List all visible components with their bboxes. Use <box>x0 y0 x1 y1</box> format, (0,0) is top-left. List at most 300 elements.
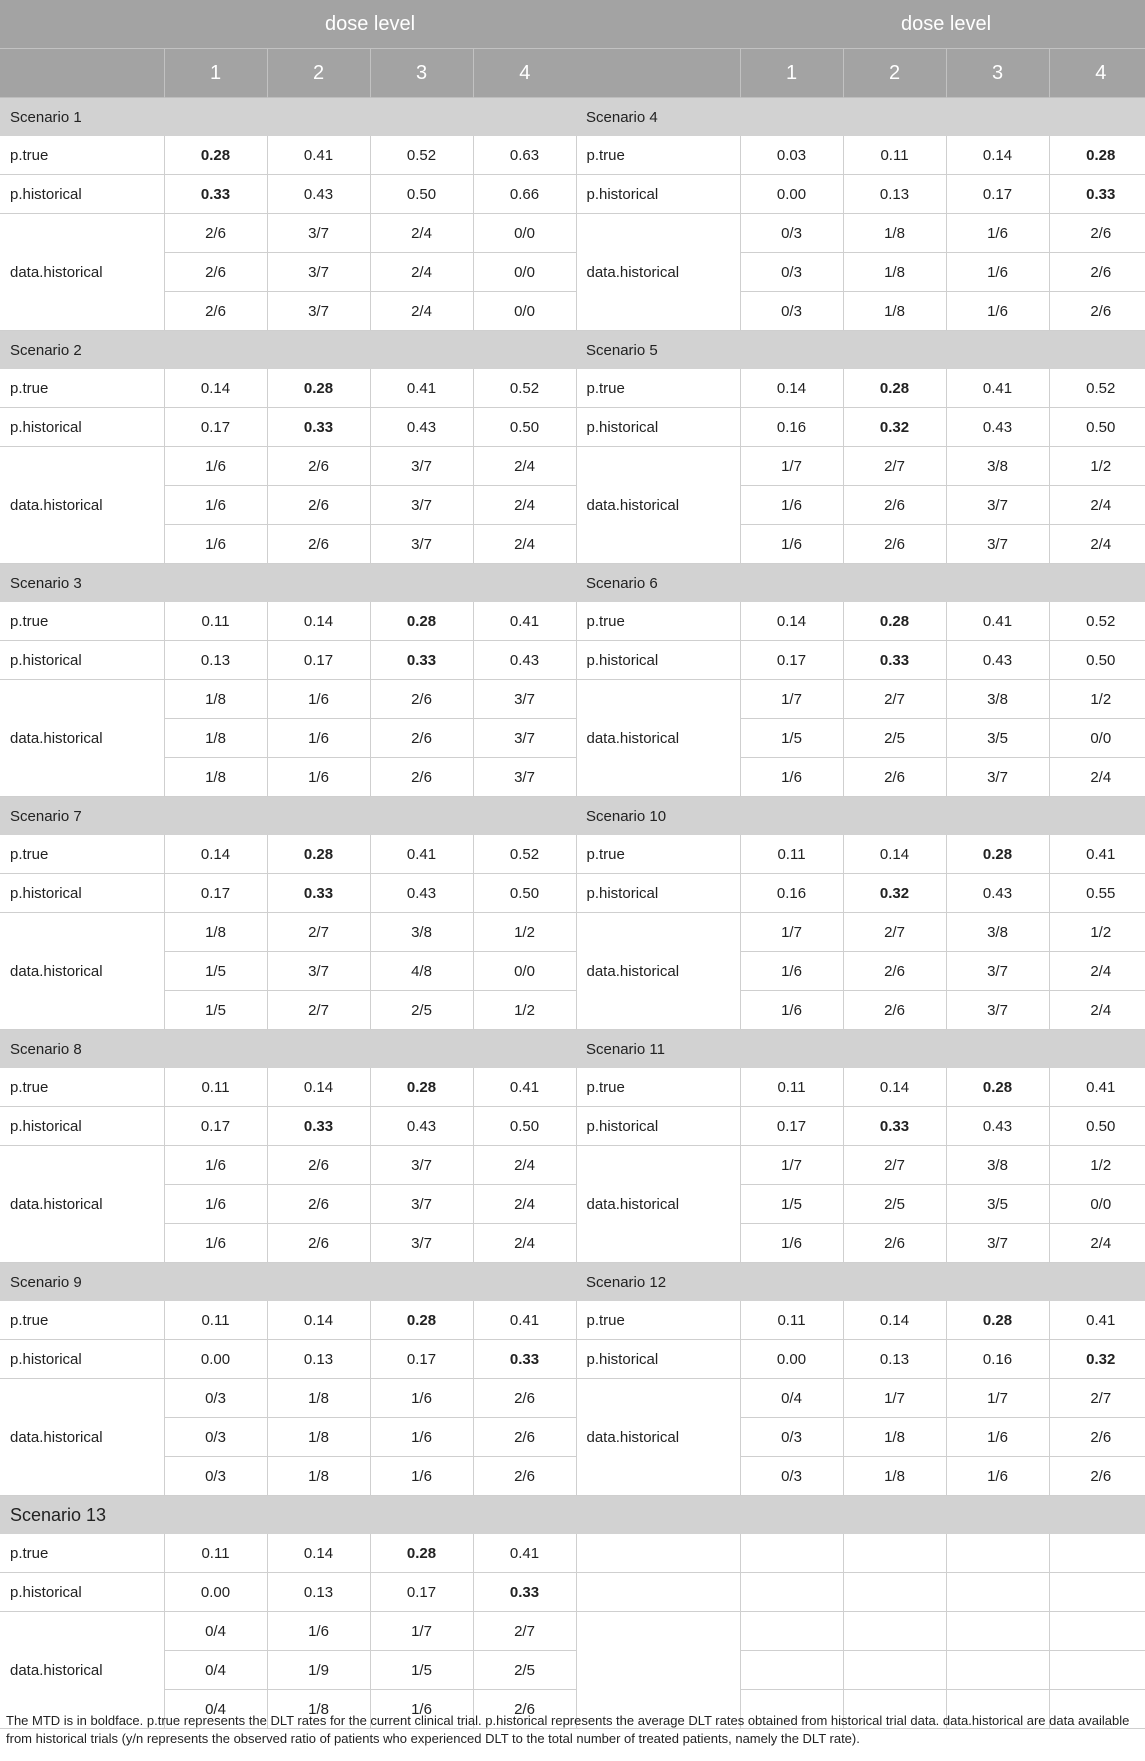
data-historical-value-right: 2/6 <box>843 486 946 525</box>
data-historical-value-right: 2/4 <box>1049 952 1145 991</box>
p-historical-value-right: 0.00 <box>740 1340 843 1379</box>
p-historical-label-left: p.historical <box>0 1340 164 1379</box>
p-true-value-right: 0.11 <box>740 835 843 874</box>
data-historical-value-right: 0/3 <box>740 253 843 292</box>
p-historical-value-left: 0.33 <box>267 1107 370 1146</box>
header-blank-right <box>576 0 740 49</box>
data-historical-value-left: 1/5 <box>164 991 267 1030</box>
p-historical-value-left: 0.17 <box>164 408 267 447</box>
data-historical-value-left: 1/8 <box>267 1457 370 1496</box>
p-true-value-left: 0.41 <box>370 835 473 874</box>
p-true-value-left: 0.14 <box>164 835 267 874</box>
p-historical-value-left: 0.33 <box>473 1573 576 1612</box>
p-historical-value-left: 0.17 <box>164 1107 267 1146</box>
p-true-value-right: 0.11 <box>740 1301 843 1340</box>
data-historical-label-right: data.historical <box>576 913 740 1030</box>
scenario-title-right: Scenario 11 <box>576 1030 1145 1069</box>
p-true-value-left: 0.14 <box>164 369 267 408</box>
data-historical-value-left: 1/8 <box>164 758 267 797</box>
p-true-value-left: 0.11 <box>164 1534 267 1573</box>
p-true-label-right <box>576 1534 740 1573</box>
data-historical-value-right: 2/4 <box>1049 758 1145 797</box>
p-historical-row <box>0 408 1145 447</box>
scenario-title-row <box>0 1263 1145 1302</box>
p-historical-label-left: p.historical <box>0 641 164 680</box>
data-historical-row <box>0 680 1145 719</box>
p-historical-value-left: 0.13 <box>267 1340 370 1379</box>
data-historical-value-right: 2/6 <box>843 758 946 797</box>
data-historical-row <box>0 1651 1145 1690</box>
data-historical-value-left: 1/8 <box>164 913 267 952</box>
data-historical-label-right: data.historical <box>576 680 740 797</box>
data-historical-row <box>0 1379 1145 1418</box>
p-historical-value-right: 0.33 <box>843 1107 946 1146</box>
p-true-value-right: 0.28 <box>843 602 946 641</box>
data-historical-row <box>0 253 1145 292</box>
dose-number-left-1: 1 <box>164 49 267 98</box>
data-historical-value-left: 2/6 <box>267 447 370 486</box>
data-historical-value-right: 1/7 <box>740 447 843 486</box>
data-historical-value-right: 3/7 <box>946 525 1049 564</box>
p-true-value-right: 0.14 <box>843 1068 946 1107</box>
p-true-value-right <box>1049 1534 1145 1573</box>
header-blank-left-2 <box>0 49 164 98</box>
p-true-value-left: 0.28 <box>164 136 267 175</box>
p-historical-row <box>0 641 1145 680</box>
p-historical-label-right: p.historical <box>576 1340 740 1379</box>
data-historical-value-right: 2/6 <box>1049 1418 1145 1457</box>
dose-number-right-2: 2 <box>843 49 946 98</box>
p-true-label-left: p.true <box>0 369 164 408</box>
data-historical-value-right: 3/8 <box>946 1146 1049 1185</box>
data-historical-value-right <box>740 1651 843 1690</box>
p-true-value-right: 0.41 <box>1049 1068 1145 1107</box>
p-true-label-left: p.true <box>0 1068 164 1107</box>
p-historical-value-left: 0.50 <box>473 408 576 447</box>
scenario-title-row <box>0 98 1145 137</box>
dose-number-left-3: 3 <box>370 49 473 98</box>
p-historical-value-right: 0.16 <box>946 1340 1049 1379</box>
p-true-row <box>0 1068 1145 1107</box>
p-historical-value-right: 0.43 <box>946 1107 1049 1146</box>
data-historical-label-left: data.historical <box>0 214 164 331</box>
data-historical-row <box>0 1418 1145 1457</box>
p-historical-value-left: 0.13 <box>267 1573 370 1612</box>
p-historical-value-left: 0.43 <box>473 641 576 680</box>
data-historical-value-left: 3/7 <box>370 1224 473 1263</box>
data-historical-value-left: 2/6 <box>267 525 370 564</box>
dose-number-left-2: 2 <box>267 49 370 98</box>
scenario-title-row <box>0 1496 1145 1535</box>
data-historical-value-left: 1/5 <box>370 1651 473 1690</box>
data-historical-row <box>0 214 1145 253</box>
dose-number-left-4: 4 <box>473 49 576 98</box>
data-historical-row <box>0 447 1145 486</box>
data-historical-row <box>0 1457 1145 1496</box>
p-historical-value-left: 0.43 <box>267 175 370 214</box>
p-true-value-right: 0.03 <box>740 136 843 175</box>
data-historical-value-left: 1/2 <box>473 913 576 952</box>
p-true-value-right: 0.14 <box>843 1301 946 1340</box>
p-historical-value-left: 0.50 <box>473 874 576 913</box>
data-historical-value-right: 2/6 <box>843 952 946 991</box>
data-historical-value-left: 2/6 <box>267 486 370 525</box>
p-true-label-left: p.true <box>0 1301 164 1340</box>
data-historical-value-right: 2/4 <box>1049 1224 1145 1263</box>
p-true-value-right: 0.28 <box>946 835 1049 874</box>
data-historical-value-left: 1/6 <box>164 486 267 525</box>
p-historical-value-right: 0.50 <box>1049 641 1145 680</box>
scenario-title-right: Scenario 5 <box>576 331 1145 370</box>
p-true-row <box>0 1534 1145 1573</box>
data-historical-row <box>0 486 1145 525</box>
scenario-title-row <box>0 331 1145 370</box>
data-historical-value-left: 1/7 <box>370 1612 473 1651</box>
data-historical-row <box>0 292 1145 331</box>
p-true-label-left: p.true <box>0 1534 164 1573</box>
p-true-label-right: p.true <box>576 1301 740 1340</box>
table-footnote: The MTD is in boldface. p.true represents the DLT rates for the current clinical trial. p.historical represents the average DLT rates obtained from historical trial data. data.historical are data available from historical trials (y/n represents the observed ratio of patients who experienced DLT to the total number of treated patients, namely the DLT rate). <box>6 1713 1130 1746</box>
p-true-label-right: p.true <box>576 369 740 408</box>
data-historical-value-left: 1/6 <box>267 758 370 797</box>
data-historical-value-left: 3/7 <box>267 214 370 253</box>
p-historical-label-right: p.historical <box>576 408 740 447</box>
scenario-title-left: Scenario 8 <box>0 1030 576 1069</box>
data-historical-value-right: 1/2 <box>1049 680 1145 719</box>
p-historical-value-right <box>946 1573 1049 1612</box>
table-body <box>0 98 1145 1729</box>
p-historical-value-right: 0.50 <box>1049 1107 1145 1146</box>
data-historical-value-right <box>843 1651 946 1690</box>
p-historical-label-right: p.historical <box>576 175 740 214</box>
p-true-value-left: 0.28 <box>370 602 473 641</box>
data-historical-label-left: data.historical <box>0 447 164 564</box>
data-historical-value-right: 3/7 <box>946 991 1049 1030</box>
data-historical-value-right: 2/7 <box>843 1146 946 1185</box>
p-historical-value-left: 0.33 <box>473 1340 576 1379</box>
data-historical-value-right: 2/6 <box>843 525 946 564</box>
data-historical-label-right: data.historical <box>576 1379 740 1496</box>
data-historical-row <box>0 758 1145 797</box>
data-historical-label-left: data.historical <box>0 1379 164 1496</box>
data-historical-value-right: 1/6 <box>946 214 1049 253</box>
p-true-value-right: 0.11 <box>740 1068 843 1107</box>
data-historical-value-right: 1/6 <box>740 486 843 525</box>
data-historical-value-right <box>1049 1651 1145 1690</box>
data-historical-value-left: 2/4 <box>473 525 576 564</box>
p-true-value-left: 0.41 <box>473 1301 576 1340</box>
data-historical-value-left: 1/8 <box>267 1418 370 1457</box>
data-historical-value-left: 2/6 <box>267 1185 370 1224</box>
data-historical-label-right <box>576 1612 740 1729</box>
p-historical-value-left: 0.43 <box>370 874 473 913</box>
p-historical-row <box>0 1340 1145 1379</box>
scenario-title-left: Scenario 1 <box>0 98 576 137</box>
p-historical-value-left: 0.17 <box>370 1573 473 1612</box>
data-historical-value-right: 1/7 <box>740 680 843 719</box>
data-historical-value-right: 1/7 <box>740 1146 843 1185</box>
data-historical-value-left: 1/2 <box>473 991 576 1030</box>
data-historical-value-right: 2/6 <box>843 1224 946 1263</box>
data-historical-value-right: 1/7 <box>843 1379 946 1418</box>
dose-number-right-1: 1 <box>740 49 843 98</box>
p-historical-value-right: 0.32 <box>843 408 946 447</box>
p-true-row <box>0 1301 1145 1340</box>
p-historical-value-right: 0.16 <box>740 874 843 913</box>
p-historical-value-right: 0.43 <box>946 874 1049 913</box>
p-historical-value-right: 0.32 <box>1049 1340 1145 1379</box>
data-historical-value-left: 1/8 <box>267 1379 370 1418</box>
data-historical-value-right: 0/3 <box>740 1418 843 1457</box>
scenario-title-right <box>576 1496 1145 1535</box>
data-historical-value-right: 2/7 <box>1049 1379 1145 1418</box>
p-historical-value-left: 0.17 <box>267 641 370 680</box>
p-historical-value-left: 0.43 <box>370 408 473 447</box>
data-historical-value-left: 0/3 <box>164 1379 267 1418</box>
scenario-title-left: Scenario 7 <box>0 797 576 836</box>
dose-number-right-3: 3 <box>946 49 1049 98</box>
data-historical-row <box>0 991 1145 1030</box>
data-historical-value-right: 2/6 <box>1049 253 1145 292</box>
data-historical-row <box>0 1612 1145 1651</box>
p-true-value-left: 0.11 <box>164 1068 267 1107</box>
p-true-value-left: 0.41 <box>267 136 370 175</box>
dose-number-right-4: 4 <box>1049 49 1145 98</box>
p-true-row <box>0 369 1145 408</box>
p-historical-value-right: 0.16 <box>740 408 843 447</box>
data-historical-value-left: 1/6 <box>164 525 267 564</box>
p-true-label-right: p.true <box>576 835 740 874</box>
p-historical-value-right: 0.13 <box>843 1340 946 1379</box>
data-historical-value-left: 1/6 <box>370 1418 473 1457</box>
data-historical-value-left: 2/7 <box>267 913 370 952</box>
p-true-value-right: 0.28 <box>946 1068 1049 1107</box>
p-true-value-right: 0.41 <box>946 369 1049 408</box>
p-historical-row <box>0 175 1145 214</box>
data-historical-value-left: 2/4 <box>473 1146 576 1185</box>
data-historical-value-left: 2/6 <box>473 1379 576 1418</box>
data-historical-value-left: 1/8 <box>267 1690 370 1729</box>
p-true-value-right <box>740 1534 843 1573</box>
p-true-value-right: 0.41 <box>1049 835 1145 874</box>
p-historical-label-left: p.historical <box>0 175 164 214</box>
p-historical-label-left: p.historical <box>0 1107 164 1146</box>
data-historical-value-right: 1/6 <box>946 292 1049 331</box>
p-true-label-right: p.true <box>576 1068 740 1107</box>
data-historical-value-left: 2/4 <box>370 214 473 253</box>
data-historical-value-right: 0/3 <box>740 292 843 331</box>
p-historical-value-right <box>1049 1573 1145 1612</box>
p-true-value-right: 0.14 <box>843 835 946 874</box>
data-historical-value-right: 1/5 <box>740 1185 843 1224</box>
data-historical-value-left: 0/4 <box>164 1651 267 1690</box>
data-historical-row <box>0 719 1145 758</box>
data-historical-value-right: 1/7 <box>946 1379 1049 1418</box>
data-historical-value-right: 3/7 <box>946 952 1049 991</box>
data-historical-label-right: data.historical <box>576 1146 740 1263</box>
p-historical-value-right: 0.17 <box>946 175 1049 214</box>
p-true-row <box>0 136 1145 175</box>
data-historical-value-left: 1/6 <box>267 680 370 719</box>
data-historical-value-right: 1/2 <box>1049 1146 1145 1185</box>
p-true-value-left: 0.11 <box>164 602 267 641</box>
p-true-value-right: 0.11 <box>843 136 946 175</box>
p-historical-label-right: p.historical <box>576 1107 740 1146</box>
p-historical-value-right: 0.33 <box>843 641 946 680</box>
p-historical-value-left: 0.50 <box>370 175 473 214</box>
scenario-title-right: Scenario 10 <box>576 797 1145 836</box>
data-historical-label-left: data.historical <box>0 680 164 797</box>
p-true-value-right: 0.52 <box>1049 369 1145 408</box>
data-historical-value-left: 0/0 <box>473 292 576 331</box>
header-row-dose-numbers <box>0 49 1145 98</box>
data-historical-value-left: 3/7 <box>473 719 576 758</box>
data-historical-value-right: 3/7 <box>946 486 1049 525</box>
data-historical-value-right <box>946 1651 1049 1690</box>
data-historical-value-right: 2/4 <box>1049 486 1145 525</box>
data-historical-value-right: 2/4 <box>1049 991 1145 1030</box>
data-historical-value-right: 3/8 <box>946 447 1049 486</box>
data-historical-value-right: 1/8 <box>843 214 946 253</box>
p-true-value-right: 0.52 <box>1049 602 1145 641</box>
p-true-value-left: 0.41 <box>473 1534 576 1573</box>
data-historical-value-left: 1/5 <box>164 952 267 991</box>
data-historical-value-left: 3/7 <box>370 1146 473 1185</box>
data-historical-value-right: 1/6 <box>946 253 1049 292</box>
data-historical-value-left: 0/0 <box>473 253 576 292</box>
p-true-value-left: 0.14 <box>267 1301 370 1340</box>
data-historical-value-right: 1/8 <box>843 253 946 292</box>
p-true-value-left: 0.41 <box>473 1068 576 1107</box>
p-true-value-left: 0.14 <box>267 602 370 641</box>
data-historical-value-right: 3/8 <box>946 680 1049 719</box>
p-historical-value-right: 0.17 <box>740 641 843 680</box>
data-historical-value-left: 2/6 <box>370 758 473 797</box>
p-historical-value-right: 0.43 <box>946 408 1049 447</box>
p-historical-value-left: 0.50 <box>473 1107 576 1146</box>
dose-level-left-header: dose level <box>164 0 576 49</box>
data-historical-value-left: 3/7 <box>473 680 576 719</box>
data-historical-value-right: 3/8 <box>946 913 1049 952</box>
p-true-label-right: p.true <box>576 602 740 641</box>
data-historical-value-left: 2/4 <box>473 1224 576 1263</box>
header-row-dose-level <box>0 0 1145 49</box>
data-historical-value-left: 2/5 <box>370 991 473 1030</box>
p-historical-value-left: 0.33 <box>267 408 370 447</box>
p-true-value-right: 0.28 <box>946 1301 1049 1340</box>
data-historical-row <box>0 1185 1145 1224</box>
p-true-value-right: 0.14 <box>946 136 1049 175</box>
data-historical-value-left: 2/6 <box>370 680 473 719</box>
data-historical-value-right: 2/6 <box>1049 292 1145 331</box>
data-historical-value-left: 3/7 <box>267 292 370 331</box>
scenario-title-row <box>0 797 1145 836</box>
p-true-value-right: 0.14 <box>740 369 843 408</box>
data-historical-row <box>0 1146 1145 1185</box>
data-historical-value-left: 2/6 <box>267 1224 370 1263</box>
p-true-value-right: 0.14 <box>740 602 843 641</box>
p-historical-label-right: p.historical <box>576 641 740 680</box>
p-true-value-right <box>946 1534 1049 1573</box>
data-historical-value-right: 0/0 <box>1049 1185 1145 1224</box>
data-historical-value-left: 2/6 <box>473 1690 576 1729</box>
p-true-label-left: p.true <box>0 835 164 874</box>
data-historical-value-left: 4/8 <box>370 952 473 991</box>
data-historical-value-left: 2/4 <box>473 447 576 486</box>
data-historical-row <box>0 525 1145 564</box>
data-historical-value-right: 1/8 <box>843 1418 946 1457</box>
data-historical-value-right: 2/5 <box>843 719 946 758</box>
data-historical-value-left: 2/6 <box>164 292 267 331</box>
data-historical-value-left: 2/4 <box>370 292 473 331</box>
p-true-value-left: 0.28 <box>267 369 370 408</box>
data-historical-value-right: 2/7 <box>843 913 946 952</box>
p-historical-value-right: 0.55 <box>1049 874 1145 913</box>
data-historical-value-left: 2/7 <box>473 1612 576 1651</box>
data-historical-value-right: 2/6 <box>843 991 946 1030</box>
data-historical-label-left: data.historical <box>0 913 164 1030</box>
p-true-value-right <box>843 1534 946 1573</box>
data-historical-value-left: 0/4 <box>164 1612 267 1651</box>
data-historical-value-right: 1/6 <box>740 758 843 797</box>
data-historical-value-right: 1/6 <box>740 525 843 564</box>
data-historical-value-left: 0/4 <box>164 1690 267 1729</box>
data-historical-value-right: 0/3 <box>740 214 843 253</box>
p-historical-value-left: 0.17 <box>164 874 267 913</box>
data-historical-value-right: 1/2 <box>1049 447 1145 486</box>
p-true-value-left: 0.28 <box>370 1534 473 1573</box>
data-historical-value-left: 2/7 <box>267 991 370 1030</box>
data-historical-value-left: 1/6 <box>164 1224 267 1263</box>
p-historical-row <box>0 874 1145 913</box>
p-historical-value-left: 0.66 <box>473 175 576 214</box>
p-true-value-left: 0.28 <box>370 1068 473 1107</box>
scenario-title-right: Scenario 12 <box>576 1263 1145 1302</box>
p-historical-value-left: 0.00 <box>164 1573 267 1612</box>
p-historical-value-right: 0.17 <box>740 1107 843 1146</box>
p-historical-label-right: p.historical <box>576 874 740 913</box>
data-historical-value-left: 1/6 <box>164 447 267 486</box>
data-historical-value-right: 2/6 <box>1049 1457 1145 1496</box>
data-historical-value-left: 1/6 <box>370 1379 473 1418</box>
data-historical-value-left: 1/6 <box>370 1690 473 1729</box>
p-true-value-left: 0.41 <box>473 602 576 641</box>
data-historical-value-right: 1/6 <box>740 1224 843 1263</box>
p-historical-value-left: 0.33 <box>370 641 473 680</box>
p-true-label-right: p.true <box>576 136 740 175</box>
data-historical-value-left: 0/0 <box>473 952 576 991</box>
p-historical-label-left: p.historical <box>0 1573 164 1612</box>
p-true-value-right: 0.28 <box>1049 136 1145 175</box>
dose-level-right-header: dose level <box>740 0 1145 49</box>
p-historical-label-left: p.historical <box>0 408 164 447</box>
data-historical-value-right: 3/5 <box>946 1185 1049 1224</box>
data-historical-value-right: 1/2 <box>1049 913 1145 952</box>
data-historical-value-right: 0/3 <box>740 1457 843 1496</box>
data-historical-value-left: 1/8 <box>164 680 267 719</box>
data-historical-value-left: 3/8 <box>370 913 473 952</box>
p-true-value-left: 0.11 <box>164 1301 267 1340</box>
data-historical-value-right: 2/5 <box>843 1185 946 1224</box>
data-historical-value-left: 2/4 <box>370 253 473 292</box>
data-historical-value-right: 1/8 <box>843 292 946 331</box>
data-historical-value-left: 1/6 <box>164 1146 267 1185</box>
p-true-value-right: 0.28 <box>843 369 946 408</box>
data-historical-label-right: data.historical <box>576 214 740 331</box>
p-historical-value-left: 0.17 <box>370 1340 473 1379</box>
p-true-value-left: 0.52 <box>473 835 576 874</box>
data-historical-label-right: data.historical <box>576 447 740 564</box>
